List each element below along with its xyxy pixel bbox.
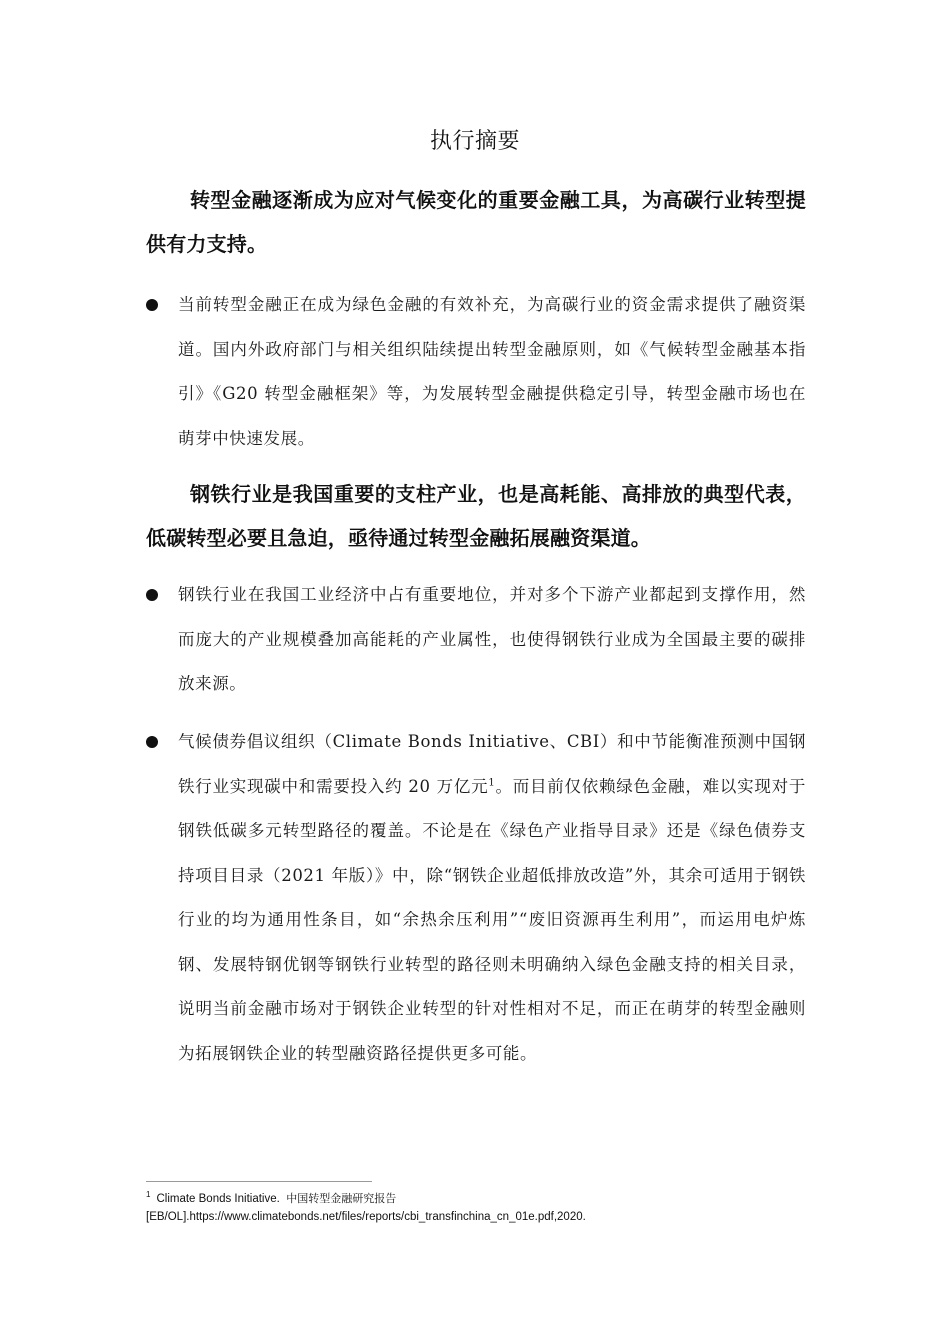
bullet-dot-icon (146, 736, 158, 748)
bullet-item-cbi-forecast (146, 720, 806, 1076)
page-title: 执行摘要 (429, 129, 520, 154)
bullet-item-transition-finance-market (146, 283, 806, 461)
footnote-divider (146, 1181, 372, 1182)
bullet-dot-icon (146, 299, 158, 311)
bullet-dot-icon (146, 589, 158, 601)
bullet-text-part2: 。而目前仅依赖绿色金融，难以实现对于钢铁低碳多元转型路径的覆盖。不论是在《绿色产业指导目录》还是《绿色债券支持项目目录（2021 年版）》中，除“钢铁企业超低排放改造”外，其余可适用于钢铁行业的均为通用性条目，如“余热余压利用”“废旧资源再生利用”，而运用电炉炼钢、发展特钢优钢等钢铁行业转型的路径则未明确纳入绿色金融支持的相关目录，说明当前金融市场对于钢铁企业转型的针对性相对不足，而正在萌芽的转型金融则为拓展钢铁企业的转型融资路径提供更多可能。 (178, 776, 806, 1063)
footnote-title: 中国转型金融研究报告 (286, 1192, 397, 1205)
bullet-text (178, 720, 806, 1076)
footnote-source: Climate Bonds Initiative. (156, 1193, 280, 1205)
footnote (146, 1190, 846, 1226)
footnote-reference-link[interactable]: [EB/OL].https://www.climatebonds.net/files/reports/cbi_transfinchina_cn_01e.pdf,2020. (146, 1211, 586, 1223)
bullet-text: 当前转型金融正在成为绿色金融的有效补充，为高碳行业的资金需求提供了融资渠道。国内外政府部门与相关组织陆续提出转型金融原则，如《气候转型金融基本指引》《G20 转型金融框架》等，为发展转型金融提供稳定引导，转型金融市场也在萌芽中快速发展。 (178, 295, 806, 448)
lead-paragraph-steel-industry: 钢铁行业是我国重要的支柱产业，也是高耗能、高排放的典型代表，低碳转型必要且急迫，亟待通过转型金融拓展融资渠道。 (146, 482, 806, 550)
footnote-reference-mark[interactable]: 1 (488, 777, 496, 788)
footnote-mark: 1 (146, 1190, 151, 1200)
lead-paragraph-transition-finance: 转型金融逐渐成为应对气候变化的重要金融工具，为高碳行业转型提供有力支持。 (146, 188, 806, 256)
bullet-item-steel-importance (146, 573, 806, 707)
bullet-text: 钢铁行业在我国工业经济中占有重要地位，并对多个下游产业都起到支撑作用，然而庞大的产业规模叠加高能耗的产业属性，也使得钢铁行业成为全国最主要的碳排放来源。 (178, 585, 806, 693)
bullet-text-part1: 气候债券倡议组织（Climate Bonds Initiative、CBI）和中节能衡准预测中国钢铁行业实现碳中和需要投入约 20 万亿元 (178, 732, 806, 796)
